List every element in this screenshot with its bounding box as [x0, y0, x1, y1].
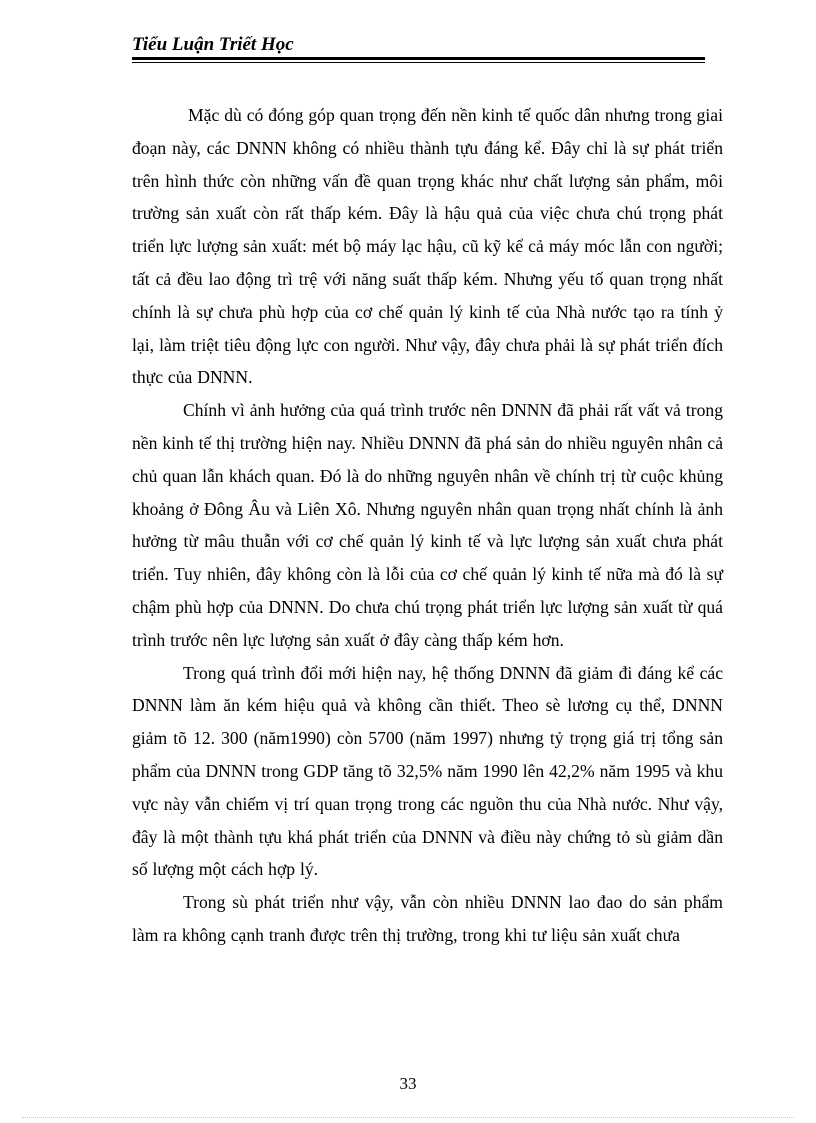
- paragraph-3: Trong quá trình đổi mới hiện nay, hệ thống DNNN đã giảm đi đáng kể các DNNN làm ăn kém hiệu quả và không cần thiết. Theo sè lương cụ thể, DNNN giảm tõ 12. 300 (năm1990) còn 5700 (năm 1997) nhưng tỷ trọng giá trị tổng sản phẩm của DNNN trong GDP tăng tõ 32,5% năm 1990 lên 42,2% năm 1995 và khu vực này vẫn chiếm vị trí quan trọng trong các nguồn thu của Nhà nước. Như vậy, đây là một thành tựu khá phát triển của DNNN và điều này chứng tỏ sù giảm dần số lượng một cách hợp lý.: [132, 662, 723, 880]
- header-rule: [132, 57, 705, 60]
- header-title: Tiểu Luận Triết Học: [132, 34, 294, 55]
- footer-rule: [22, 1117, 794, 1118]
- page-number: 33: [399, 1074, 417, 1093]
- body-text: [132, 99, 723, 952]
- page-header: [132, 34, 705, 56]
- header-rule-thin: [132, 62, 705, 63]
- paragraph-1: Mặc dù có đóng góp quan trọng đến nền kinh tế quốc dân nhưng trong giai đoạn này, các DNNN không có nhiều thành tựu đáng kể. Đây chỉ là sự phát triển trên hình thức còn những vấn đề quan trọng khác như chất lượng sản phẩm, môi trường sản xuất còn rất thấp kém. Đây là hậu quả của việc chưa chú trọng phát triển lực lượng sản xuất: mét bộ máy lạc hậu, cũ kỹ kể cả máy móc lẫn con người; tất cả đều lao động trì trệ với năng suất thấp kém. Nhưng yếu tố quan trọng nhất chính là sự chưa phù hợp của cơ chế quản lý kinh tế của Nhà nước tạo ra tính ỷ lại, làm triệt tiêu động lực con người. Như vậy, đây chưa phải là sự phát triển đích thực của DNNN.: [132, 105, 723, 388]
- paragraph-2: Chính vì ảnh hưởng của quá trình trước nên DNNN đã phải rất vất vả trong nền kinh tế thị trường hiện nay. Nhiều DNNN đã phá sản do nhiều nguyên nhân cả chủ quan lẫn khách quan. Đó là do những nguyên nhân về chính trị từ cuộc khủng khoảng ở Đông Âu và Liên Xô. Nhưng nguyên nhân quan trọng nhất chính là ảnh hưởng từ mâu thuẫn với cơ chế quản lý kinh tế và lực lượng sản xuất chưa phát triển. Tuy nhiên, đây không còn là lỗi của cơ chế quản lý kinh tế nữa mà đó là sự chậm phù hợp của DNNN. Do chưa chú trọng phát triển lực lượng sản xuất từ quá trình trước nên lực lượng sản xuất ở đây càng thấp kém hơn.: [132, 400, 723, 650]
- paragraph-4: Trong sù phát triển như vậy, vẫn còn nhiều DNNN lao đao do sản phẩm làm ra không cạnh tranh được trên thị trường, trong khi tư liệu sản xuất chưa: [132, 892, 723, 945]
